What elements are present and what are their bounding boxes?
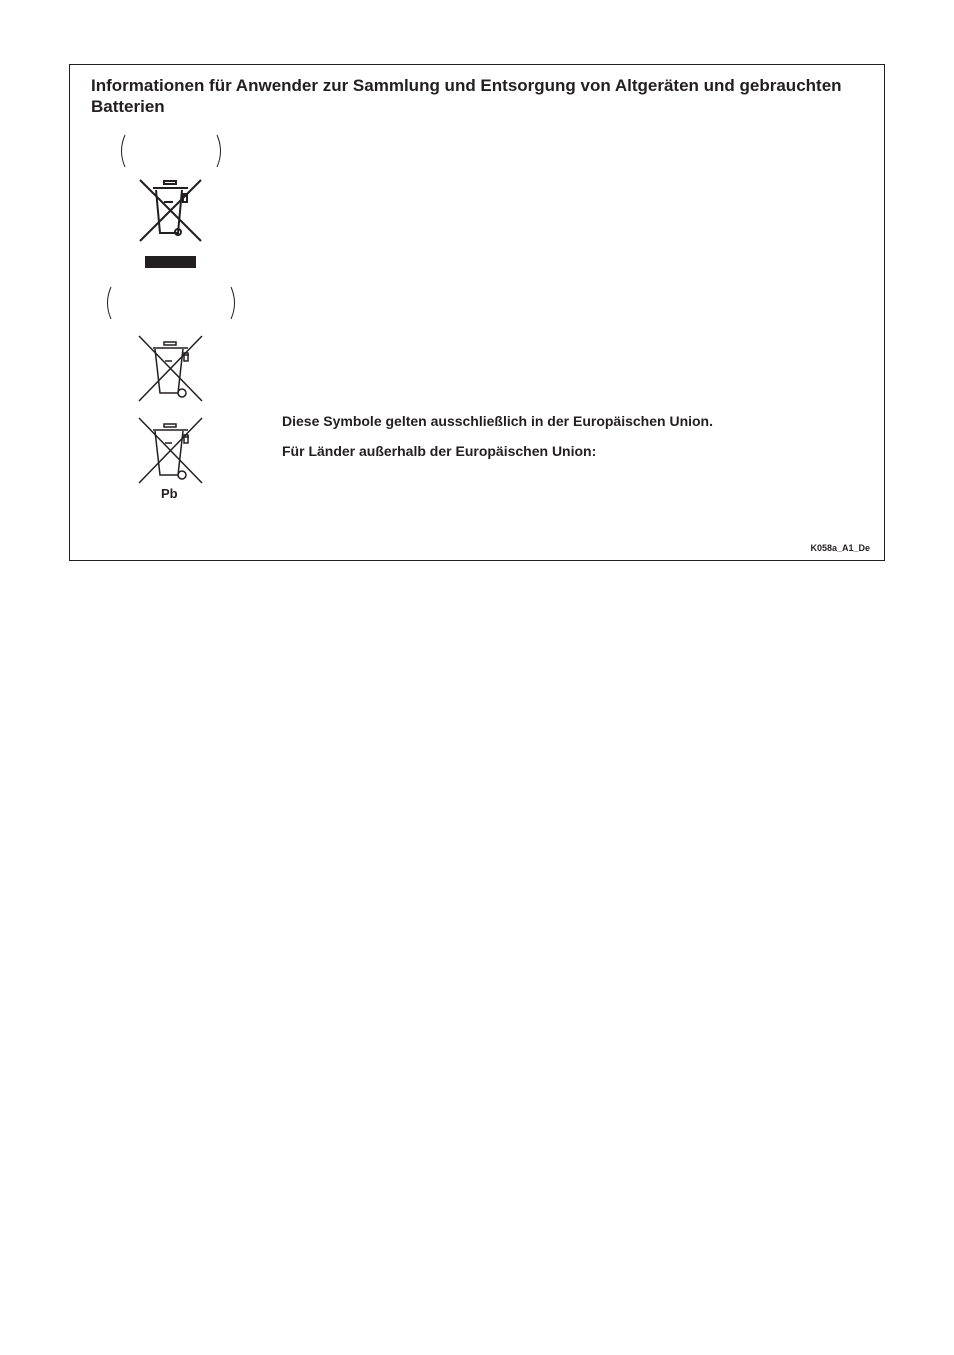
- crossed-out-wheelie-bin-icon: [138, 177, 204, 269]
- battery-chemical-label: Pb: [161, 486, 178, 501]
- document-code: K058a_A1_De: [810, 543, 870, 553]
- notice-title: Informationen für Anwender zur Sammlung und Entsorgung von Altgeräten und gebrauchten Batterien: [91, 76, 842, 116]
- battery-pb-crossed-out-bin-icon: [138, 417, 204, 485]
- non-eu-text: Für Länder außerhalb der Europäischen Union:: [282, 443, 597, 459]
- eu-only-text: Diese Symbole gelten ausschließlich in der Europäischen Union.: [282, 413, 713, 429]
- battery-symbol-label-brackets: [103, 285, 239, 321]
- equipment-symbol-label-brackets: [117, 133, 225, 169]
- battery-crossed-out-bin-icon: [138, 335, 204, 403]
- disposal-notice-box: [69, 64, 885, 561]
